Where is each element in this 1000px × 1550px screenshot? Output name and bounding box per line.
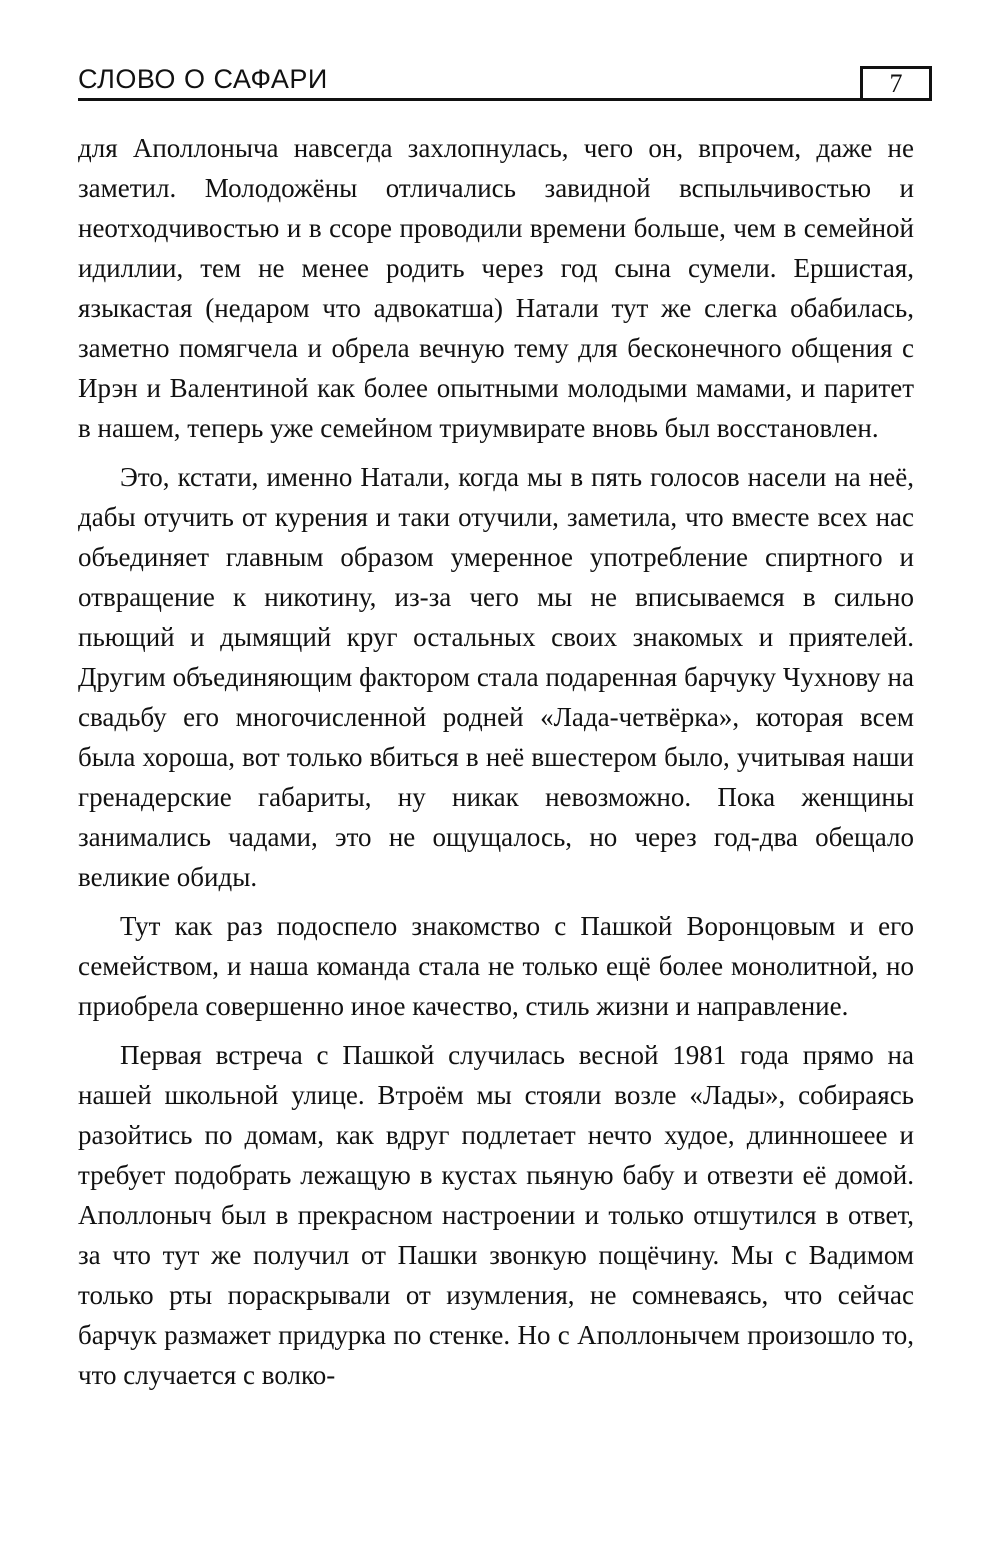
paragraph: Это, кстати, именно Натали, когда мы в пять голосов насели на неё, дабы отучить от курения и таки отучили, заметила, что вместе всех нас объединяет главным образом умеренное употребление спиртного и отвращение к никотину, из-за чего мы не вписываемся в сильно пьющий и дымящий круг остальных своих знакомых и приятелей. Другим объединяющим фактором стала подаренная барчуку Чухнову на свадьбу его многочисленной родней «Лада-четвёрка», которая всем была хороша, вот только вбиться в неё вшестером было, учитывая наши гренадерские габариты, ну никак невозможно. Пока женщины занимались чадами, это не ощущалось, но через год-два обещало великие обиды. (78, 462, 914, 892)
paragraph: Первая встреча с Пашкой случилась весной 1981 года прямо на нашей школьной улице. Втроём мы стояли возле «Лады», собираясь разойтись по домам, как вдруг подлетает нечто худое, длинношеее и требует подобрать лежащую в кустах пьяную бабу и отвезти её домой. Аполлоныч был в прекрасном настроении и только отшутился в ответ, за что тут же получил от Пашки звонкую пощёчину. Мы с Вадимом только рты пораскрывали от изумления, не сомневаясь, что сейчас барчук размажет придурка по стенке. Но с Аполлонычем произошло то, что случается с волко- (78, 1040, 914, 1390)
running-header (78, 62, 932, 102)
body-text (78, 128, 914, 1404)
header-rule (78, 98, 932, 101)
page-number: 7 (860, 66, 932, 98)
paragraph: Тут как раз подоспело знакомство с Пашкой Воронцовым и его семейством, и наша команда стала не только ещё более монолитной, но приобрела совершенно иное качество, стиль жизни и направление. (78, 911, 914, 1021)
running-header-title: СЛОВО О САФАРИ (78, 64, 328, 94)
paragraph: для Аполлоныча навсегда захлопнулась, чего он, впрочем, даже не заметил. Молодожёны отличались завидной вспыльчивостью и неотходчивостью и в ссоре проводили времени больше, чем в семейной идиллии, тем не менее родить через год сына сумели. Ершистая, языкастая (недаром что адвокатша) Натали тут же слегка обабилась, заметно помягчела и обрела вечную тему для бесконечного общения с Ирэн и Валентиной как более опытными молодыми мамами, и паритет в нашем, теперь уже семейном триумвирате вновь был восстановлен. (78, 133, 914, 443)
